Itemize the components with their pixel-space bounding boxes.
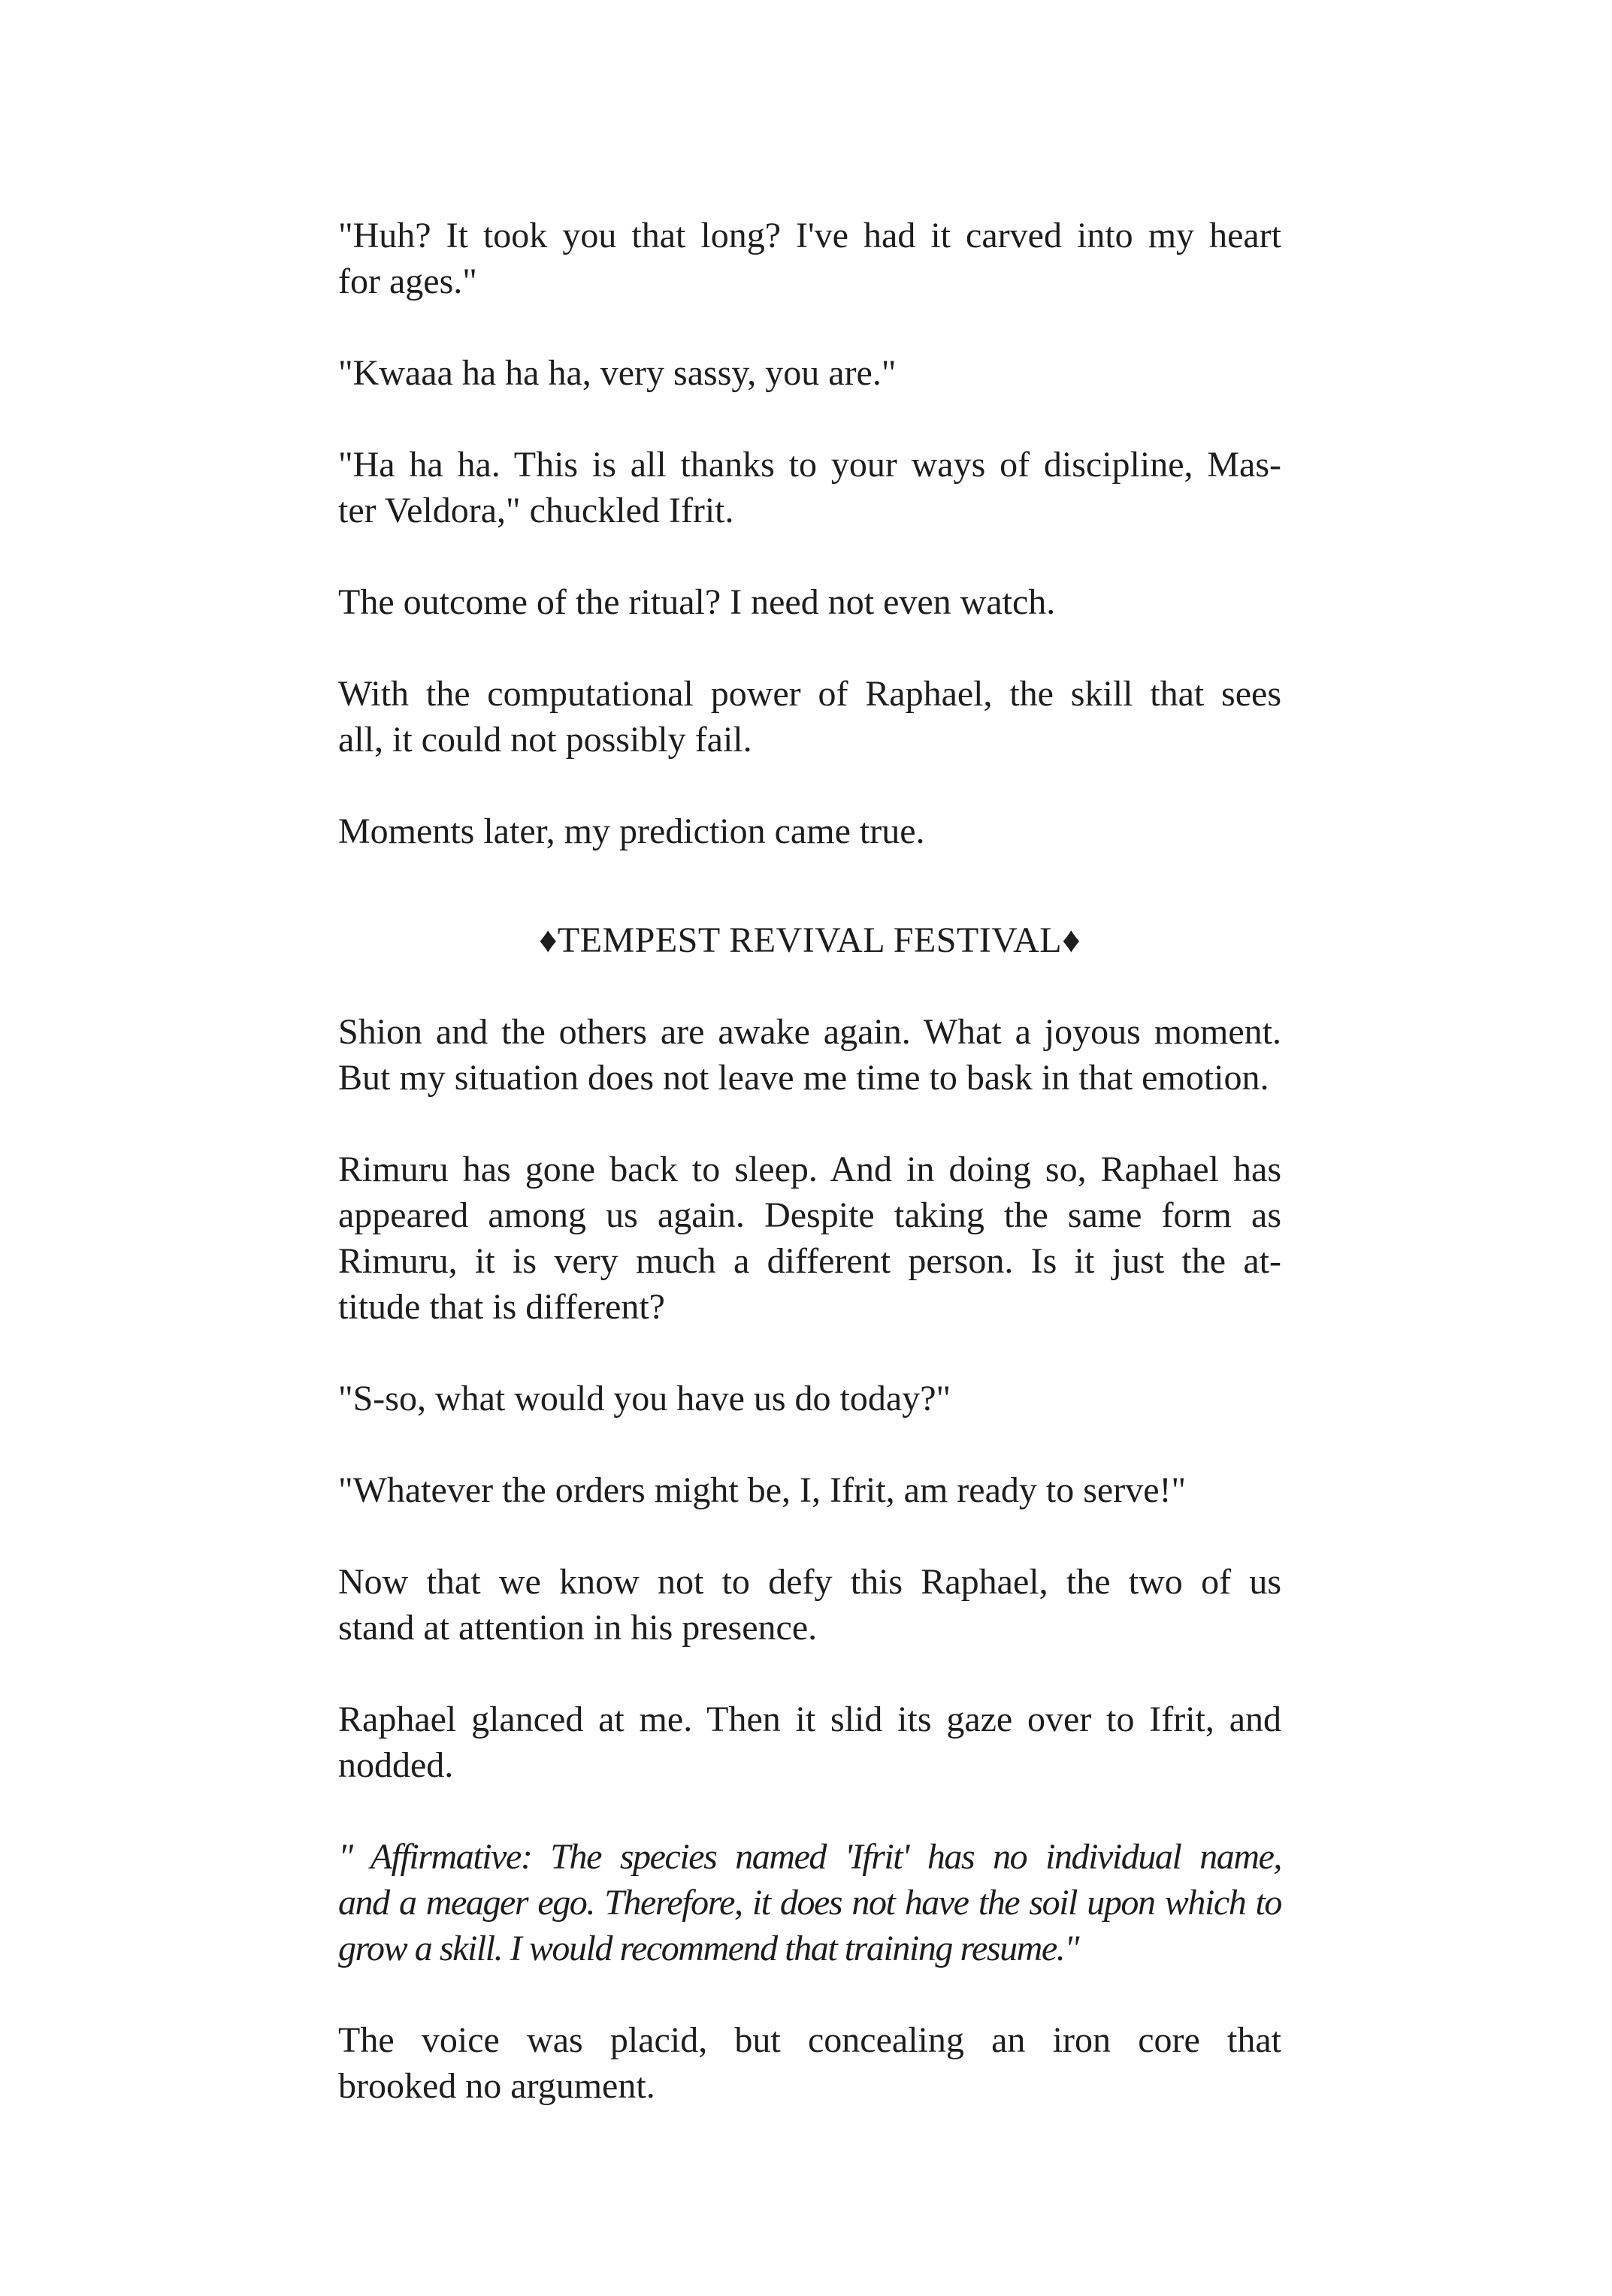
- text-line: Rimuru, it is very much a different person. Is it just the at-: [338, 1241, 1281, 1281]
- text-line: ter Veldora," chuckled Ifrit.: [338, 491, 734, 530]
- text-line: stand at attention in his presence.: [338, 1608, 818, 1648]
- text-line: nodded.: [338, 1745, 454, 1785]
- text-line: The outcome of the ritual? I need not even watch.: [338, 582, 1056, 622]
- paragraph: [338, 350, 1281, 396]
- paragraph: [338, 213, 1281, 304]
- text-line: brooked no argument.: [338, 2066, 655, 2106]
- paragraph: [338, 579, 1281, 625]
- text-line: Raphael glanced at me. Then it slid its gaze over to Ifrit, and: [338, 1699, 1281, 1739]
- text-line: Now that we know not to defy this Raphael, the two of us: [338, 1562, 1281, 1602]
- text-line: " Affirmative: The species named 'Ifrit' has no individual name,: [338, 1837, 1281, 1877]
- paragraph: [338, 1696, 1281, 1788]
- text-line: But my situation does not leave me time to bask in that emotion.: [338, 1058, 1269, 1098]
- text-line: Rimuru has gone back to sleep. And in doing so, Raphael has: [338, 1150, 1281, 1189]
- paragraph: [338, 1559, 1281, 1651]
- paragraph: [338, 671, 1281, 763]
- text-line: all, it could not possibly fail.: [338, 720, 752, 760]
- text-line: The voice was placid, but concealing an iron core that: [338, 2020, 1281, 2060]
- paragraph: [338, 1009, 1281, 1101]
- paragraph: [338, 1834, 1281, 1971]
- text-line: "Ha ha ha. This is all thanks to your ways of discipline, Mas-: [338, 445, 1281, 485]
- text-line: "Whatever the orders might be, I, Ifrit, am ready to serve!": [338, 1470, 1187, 1510]
- text-line: "Kwaaa ha ha ha, very sassy, you are.": [338, 353, 897, 393]
- paragraph: [338, 1467, 1281, 1513]
- text-line: grow a skill. I would recommend that training resume.": [338, 1929, 1078, 1968]
- section-heading-text: ♦TEMPEST REVIVAL FESTIVAL♦: [538, 920, 1081, 960]
- text-line: Moments later, my prediction came true.: [338, 811, 925, 851]
- text-line: With the computational power of Raphael, the skill that sees: [338, 674, 1281, 714]
- text-line: appeared among us again. Despite taking the same form as: [338, 1195, 1281, 1235]
- section-heading: [338, 917, 1281, 963]
- text-line: titude that is different?: [338, 1287, 665, 1327]
- text-line: Shion and the others are awake again. What a joyous moment.: [338, 1012, 1281, 1052]
- text-line: "S-so, what would you have us do today?": [338, 1379, 951, 1418]
- paragraph: [338, 2017, 1281, 2109]
- paragraph: [338, 808, 1281, 854]
- text-line: for ages.": [338, 261, 477, 301]
- paragraph: [338, 1376, 1281, 1421]
- text-block: [338, 213, 1281, 2155]
- paragraph: [338, 442, 1281, 533]
- paragraph: [338, 1146, 1281, 1330]
- text-line: and a meager ego. Therefore, it does not have the soil upon which to: [338, 1883, 1281, 1923]
- text-line: "Huh? It took you that long? I've had it carved into my heart: [338, 216, 1281, 255]
